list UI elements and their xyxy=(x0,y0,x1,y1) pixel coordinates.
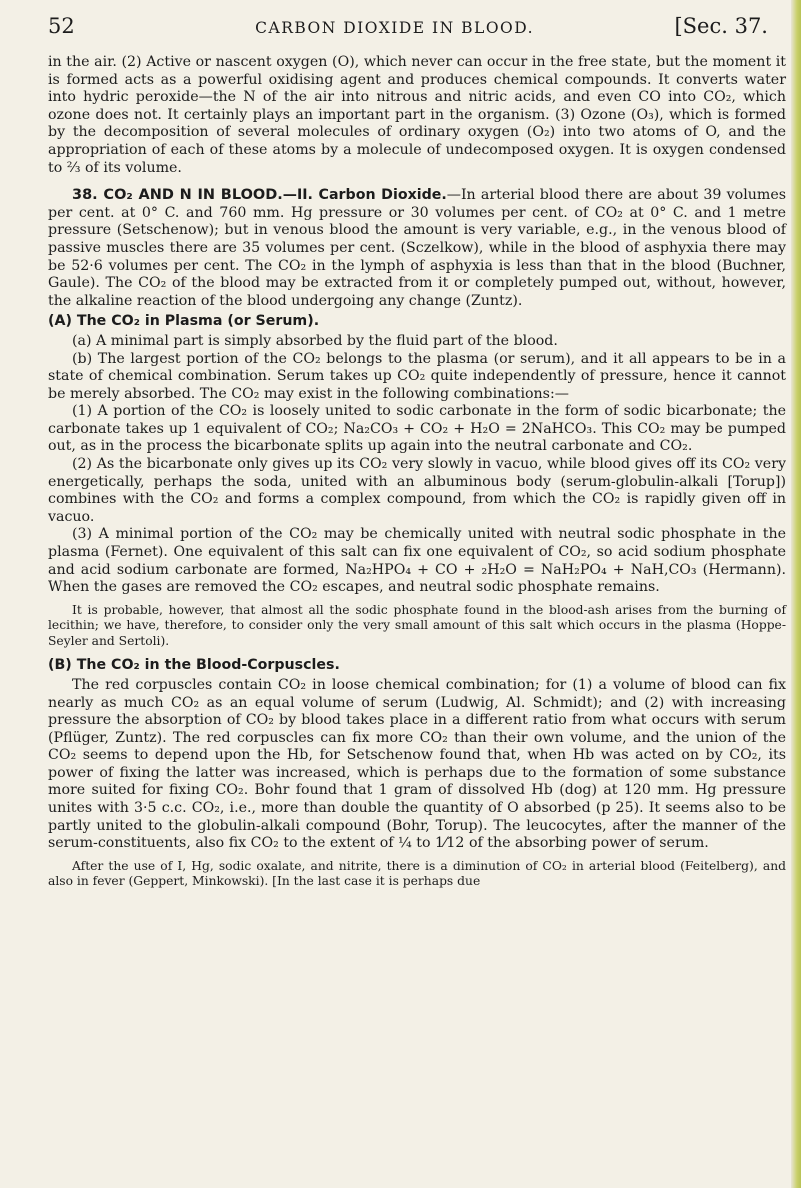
intro-paragraph: in the air. (2) Active or nascent oxygen (O), which never can occur in the free state, but the moment it is formed acts as a powerful oxidising agent and produces chemical compounds. It converts water into hydric peroxide—the N of the air into nitrous and nitric acids, and even CO into CO₂, which ozone does not. It certainly plays an important part in the organism. (3) Ozone (O₃), which is formed by the decomposition of several molecules of ordinary oxygen (O₂) into two atoms of O, and the appropriation of each of these atoms by a molecule of undecomposed oxygen. It is oxygen condensed to ⅔ of its volume. xyxy=(48,54,786,176)
part-b-text: The red corpuscles contain CO₂ in loose chemical combination; for (1) a volume of blood can fix nearly as much CO₂ as an equal volume of serum (Ludwig, Al. Schmidt); and (2) with increasing pressure the absorption of CO₂ by blood takes place in a different ratio from what occurs with serum (Pflüger, Zuntz). The red corpuscles can fix more CO₂ than their own volume, and the union of the CO₂ seems to depend upon the Hb, for Setschenow found that, when Hb was acted on by CO₂, its power of fixing the latter was increased, which is perhaps due to the formation of some substance more suited for fixing CO₂. Bohr found that 1 gram of dissolved Hb (dog) at 120 mm. Hg pressure unites with 3·5 c.c. CO₂, i.e., more than double the quantity of O absorbed (p 25). It seems also to be partly united to the globulin-alkali compound (Bohr, Torup). The leucocytes, after the manner of the serum-constituents, also fix CO₂ to the extent of ¼ to 1⁄12 of the absorbing power of serum. xyxy=(48,676,786,852)
running-title: CARBON DIOXIDE IN BLOOD. xyxy=(255,19,535,37)
part-a-item-a: (a) A minimal part is simply absorbed by the fluid part of the blood. xyxy=(72,332,558,349)
page-edge xyxy=(791,0,801,1188)
section-38-subheading: —II. Carbon Dioxide. xyxy=(282,187,447,204)
document-page xyxy=(48,14,786,896)
page-header xyxy=(48,14,786,54)
page-body xyxy=(48,54,786,890)
part-a-heading: (A) The CO₂ in Plasma (or Serum). xyxy=(48,313,320,330)
part-a-item-b: (b) The largest portion of the CO₂ belongs to the plasma (or serum), and it all appears to be in a state of chemical combination. Serum takes up CO₂ quite independently of pressure, hence it cannot be merely absorbed. The CO₂ may exist in the following combinations:— xyxy=(48,350,786,402)
part-b-note: After the use of I, Hg, sodic oxalate, and nitrite, there is a diminution of CO₂ in arterial blood (Feitelberg), and also in fever (Geppert, Minkowski). [In the last case it is perhaps due xyxy=(48,858,786,889)
part-a-note: It is probable, however, that almost all the sodic phosphate found in the blood-ash arises from the burning of lecithin; we have, therefore, to consider only the very small amount of this salt which occurs in the plasma (Hoppe-Seyler and Sertoli). xyxy=(48,602,786,648)
part-a-item-2: (2) As the bicarbonate only gives up its CO₂ very slowly in vacuo, while blood gives off its CO₂ very energetically, perhaps the soda, united with an albuminous body (serum-globulin-alkali [Torup]) combines with the CO₂ and forms a complex compound, from which the CO₂ is rapidly given off in vacuo. xyxy=(48,456,786,525)
part-a-item-1: (1) A portion of the CO₂ is loosely united to sodic carbonate in the form of sodic bicarbonate; the carbonate takes up 1 equivalent of CO₂; Na₂CO₃ + CO₂ + H₂O = 2NaHCO₃. This CO₂ may be pumped out, as in the process the bicarbonate splits up again into the neutral carbonate and CO₂. xyxy=(48,403,786,455)
page-number: 52 xyxy=(48,14,75,38)
section-marker: [Sec. 37. xyxy=(674,14,768,38)
section-38-text: —In arterial blood there are about 39 volumes per cent. at 0° C. and 760 mm. Hg pressure or 30 volumes per cent. of CO₂ at 0° C. and 1 metre pressure (Setschenow); but in venous blood the amount is very variable, e.g., in the venous blood of passive muscles there are 35 volumes per cent. (Sczelkow), while in the blood of asphyxia there may be 52·6 volumes per cent. The CO₂ in the lymph of asphyxia is less than that in the blood (Buchner, Gaule). The CO₂ of the blood may be extracted from it or completely pumped out, without, however, the alkaline reaction of the blood undergoing any change (Zuntz). xyxy=(48,187,786,309)
section-38-heading: 38. CO₂ AND N IN BLOOD. xyxy=(72,187,283,204)
part-b-heading: (B) The CO₂ in the Blood-Corpuscles. xyxy=(48,657,340,674)
section-38 xyxy=(48,187,786,310)
part-a-item-3: (3) A minimal portion of the CO₂ may be chemically united with neutral sodic phosphate in the plasma (Fernet). One equivalent of this salt can fix one equivalent of CO₂, so acid sodium phosphate and acid sodium carbonate are formed, Na₂HPO₄ + CO + ₂H₂O = NaH₂PO₄ + NaH,CO₃ (Hermann). When the gases are removed the CO₂ escapes, and neutral sodic phosphate remains. xyxy=(48,526,786,596)
